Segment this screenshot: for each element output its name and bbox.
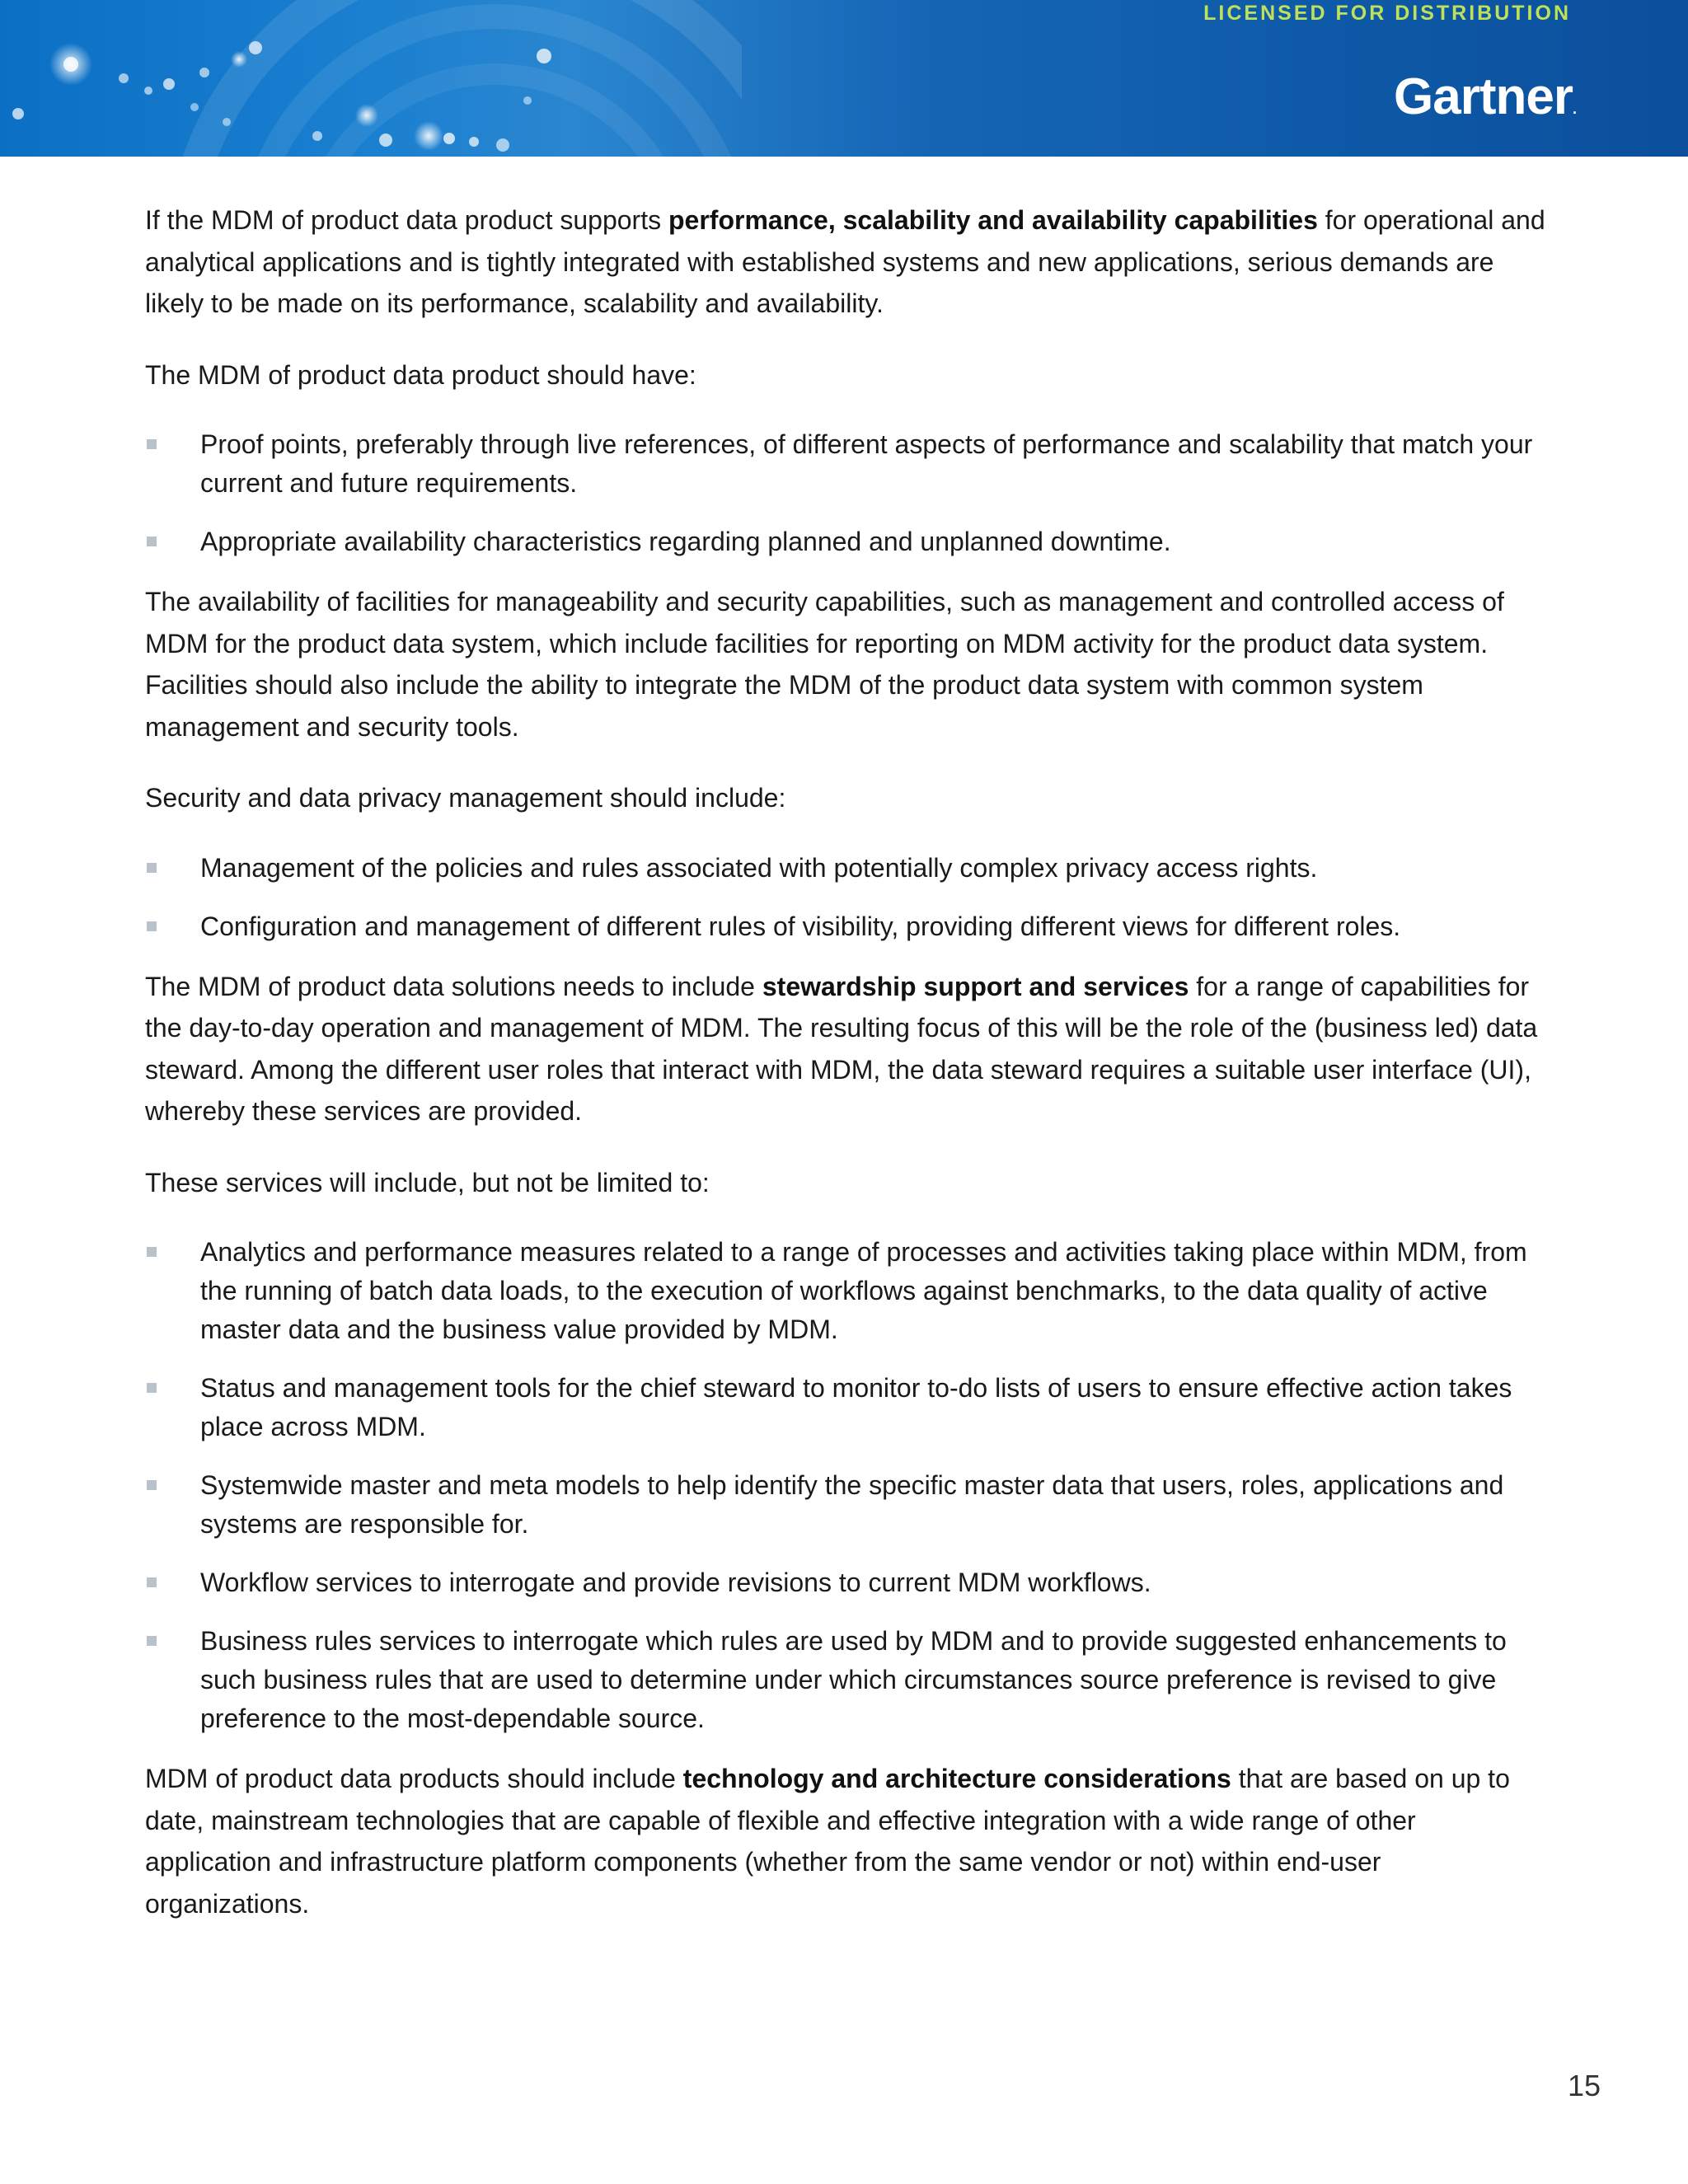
gartner-logo	[1394, 68, 1576, 126]
license-label: LICENSED FOR DISTRIBUTION	[1203, 2, 1571, 25]
header-banner	[0, 0, 1688, 157]
paragraph-services-intro: These services will include, but not be limited to:	[145, 1167, 710, 1197]
bullet-square-icon	[147, 921, 157, 931]
logo-dot: .	[1572, 101, 1576, 117]
bullet-square-icon	[147, 1480, 157, 1490]
list-item: Analytics and performance measures related to a range of processes and activities taking place within MDM, from the running of batch data loads, to the execution of workflows against benchmarks, to the data quality of active master data and the business value provided by MDM.	[145, 1233, 1546, 1349]
paragraph-technology: MDM of product data products should include technology and architecture considerations that are based on up to date, mainstream technologies that are capable of flexible and effective integration with a wide range of other application and infrastructure platform components (whether from the same vendor or not) within end-user organizations.	[145, 1764, 1510, 1919]
paragraph-stewardship: The MDM of product data solutions needs to include stewardship support and services for a range of capabilities for the day-to-day operation and management of MDM. The resulting focus of this will be the role of the (business led) data steward. Among the different user roles that interact with MDM, the data steward requires a suitable user interface (UI), whereby these services are provided.	[145, 971, 1538, 1126]
bullet-square-icon	[147, 1247, 157, 1257]
bullet-square-icon	[147, 439, 157, 449]
list-item: Proof points, preferably through live references, of different aspects of performance and scalability that match your current and future requirements.	[145, 425, 1546, 503]
bullet-list-security	[145, 849, 1546, 946]
bullet-list-services	[145, 1233, 1546, 1738]
logo-text: Gartner	[1394, 68, 1573, 125]
list-item: Appropriate availability characteristics regarding planned and unplanned downtime.	[145, 523, 1546, 561]
document-body	[145, 199, 1546, 1954]
bullet-square-icon	[147, 1577, 157, 1587]
bullet-list-performance	[145, 425, 1546, 561]
bullet-square-icon	[147, 1636, 157, 1646]
bullet-square-icon	[147, 863, 157, 873]
paragraph-should-have: The MDM of product data product should have:	[145, 359, 696, 390]
list-item: Status and management tools for the chief steward to monitor to-do lists of users to ensure effective action takes place across MDM.	[145, 1369, 1546, 1446]
bullet-square-icon	[147, 537, 157, 546]
paragraph-performance: If the MDM of product data product supports performance, scalability and availability capabilities for operational and analytical applications and is tightly integrated with established systems and new applications, serious demands are likely to be made on its performance, scalability and availability.	[145, 205, 1545, 318]
bullet-square-icon	[147, 1383, 157, 1393]
bold-term: performance, scalability and availability capabilities	[668, 205, 1318, 235]
bold-term: stewardship support and services	[762, 971, 1189, 1001]
list-item: Systemwide master and meta models to help identify the specific master data that users, roles, applications and systems are responsible for.	[145, 1466, 1546, 1544]
page-number: 15	[1568, 2069, 1601, 2102]
list-item: Configuration and management of different rules of visibility, providing different views for different roles.	[145, 907, 1546, 946]
list-item: Workflow services to interrogate and provide revisions to current MDM workflows.	[145, 1563, 1546, 1602]
list-item: Management of the policies and rules associated with potentially complex privacy access rights.	[145, 849, 1546, 888]
banner-decoration	[0, 0, 742, 157]
paragraph-security-intro: Security and data privacy management should include:	[145, 783, 786, 813]
bold-term: technology and architecture considerations	[682, 1764, 1231, 1793]
paragraph-manageability: The availability of facilities for manageability and security capabilities, such as management and controlled access of MDM for the product data system, which include facilities for reporting on MDM activity for the product data system. Facilities should also include the ability to integrate the MDM of the product data system with common system management and security tools.	[145, 587, 1504, 742]
list-item: Business rules services to interrogate which rules are used by MDM and to provide suggested enhancements to such business rules that are used to determine under which circumstances source preference is revised to give preference to the most-dependable source.	[145, 1622, 1546, 1738]
